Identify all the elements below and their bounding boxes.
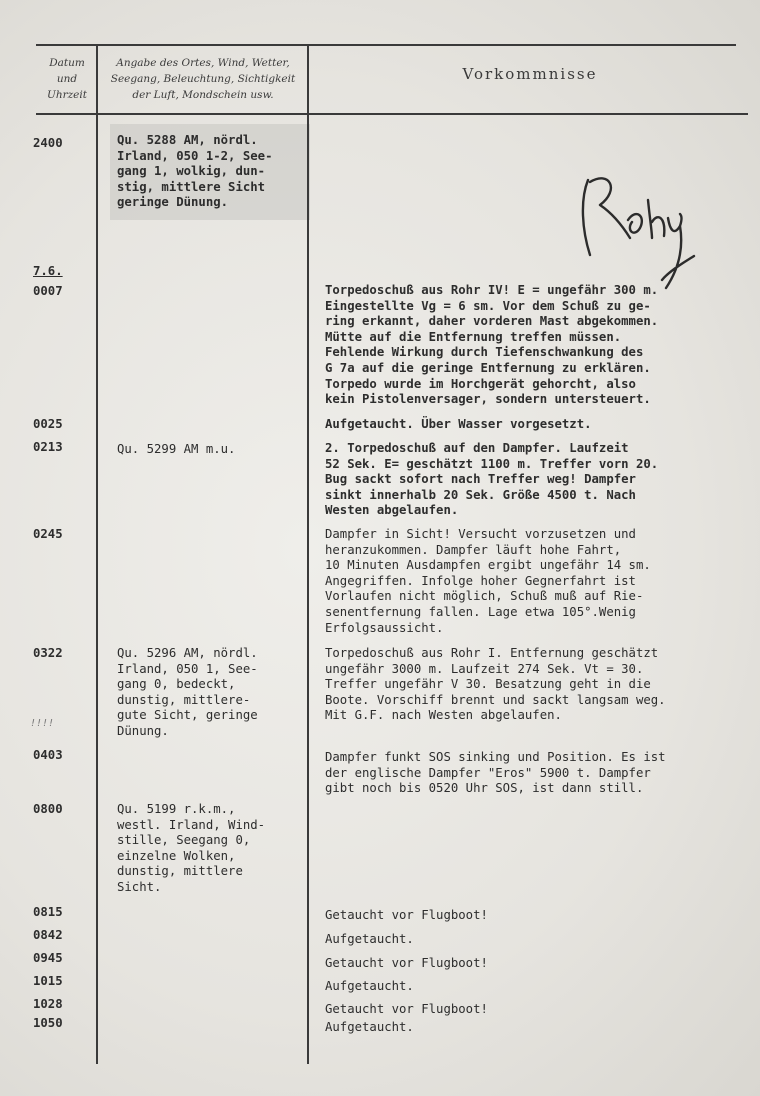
header-bottom-rule (36, 113, 748, 115)
top-rule (36, 44, 736, 46)
location-0322: Qu. 5296 AM, nördl. Irland, 050 1, See- gang 0, bedeckt, dunstig, mittlere- gute Sicht, geringe Dünung. (117, 646, 258, 738)
event-0403: Dampfer funkt SOS sinking und Position. Es ist der englische Dampfer "Eros" 5900 t. Dampfer gibt noch bis 0520 Uhr SOS, ist dann still. (325, 750, 666, 796)
time-1015: 1015 (33, 974, 63, 988)
event-1015: Aufgetaucht. (325, 979, 414, 993)
header-events: Vorkommnisse (462, 65, 598, 83)
header-location (100, 55, 306, 103)
time-0945: 0945 (33, 951, 63, 965)
time-0403: 0403 (33, 748, 63, 762)
event-1028: Getaucht vor Flugboot! (325, 1002, 488, 1016)
time-0800: 0800 (33, 802, 63, 816)
time-2400: 2400 (33, 136, 63, 150)
time-0007: 0007 (33, 284, 63, 298)
handwritten-signature (570, 160, 710, 300)
event-0945: Getaucht vor Flugboot! (325, 956, 488, 970)
header-col2-line3: der Luft, Mondschein usw. (132, 89, 274, 101)
margin-mark: !!!! (30, 718, 55, 729)
location-0213: Qu. 5299 AM m.u. (117, 442, 236, 456)
event-0025: Aufgetaucht. Über Wasser vorgesetzt. (325, 417, 592, 431)
header-col1-line1: Datum (49, 57, 85, 69)
event-1050: Aufgetaucht. (325, 1020, 414, 1034)
header-col2-line1: Angabe des Ortes, Wind, Wetter, (116, 57, 290, 69)
location-2400: Qu. 5288 AM, nördl. Irland, 050 1-2, See- gang 1, wolkig, dun- stig, mittlere Sicht geringe Dünung. (117, 133, 273, 210)
header-col1-line2: und (56, 73, 78, 85)
column-divider-1 (96, 44, 98, 1064)
event-0322: Torpedoschuß aus Rohr I. Entfernung geschätzt ungefähr 3000 m. Laufzeit 274 Sek. Vt = 30. Treffer ungefähr V 30. Besatzung geht in die Boote. Vorschiff brennt und sackt langsam weg. Mit G.F. nach Westen abgelaufen. (325, 646, 666, 723)
time-1050: 1050 (33, 1016, 63, 1030)
event-0815: Getaucht vor Flugboot! (325, 908, 488, 922)
header-col1-line3: Uhrzeit (47, 89, 87, 101)
date-7-6: 7.6. (33, 264, 63, 278)
header-col2-line2: Seegang, Beleuchtung, Sichtigkeit (110, 73, 296, 85)
time-0213: 0213 (33, 440, 63, 454)
event-0007: Torpedoschuß aus Rohr IV! E = ungefähr 300 m. Eingestellte Vg = 6 sm. Vor dem Schuß zu ge- ring erkannt, daher vorderen Mast abgekommen. Mütte auf die Entfernung treffen müssen. Fehlende Wirkung durch Tiefenschwankung des G 7a auf die geringe Entfernung zu erklären. Torpedo wurde im Horchgerät gehorcht, also kein Pistolenversager, sondern untersteuert. (325, 283, 659, 407)
time-1028: 1028 (33, 997, 63, 1011)
column-divider-2 (307, 44, 309, 1064)
time-0245: 0245 (33, 527, 63, 541)
header-date-time (38, 55, 96, 103)
event-0245: Dampfer in Sicht! Versucht vorzusetzen und heranzukommen. Dampfer läuft hohe Fahrt, 10 Minuten Ausdampfen ergibt ungefähr 14 sm. Angegriffen. Infolge hoher Gegnerfahrt ist Vorlaufen nicht möglich, Schuß muß auf Rie- senentfernung fallen. Lage etwa 105°.Wenig Erfolgsaussicht. (325, 527, 651, 635)
time-0025: 0025 (33, 417, 63, 431)
event-0842: Aufgetaucht. (325, 932, 414, 946)
time-0322: 0322 (33, 646, 63, 660)
time-0842: 0842 (33, 928, 63, 942)
time-0815: 0815 (33, 905, 63, 919)
location-0800: Qu. 5199 r.k.m., westl. Irland, Wind- stille, Seegang 0, einzelne Wolken, dunstig, mittlere Sicht. (117, 802, 266, 894)
event-0213: 2. Torpedoschuß auf den Dampfer. Laufzeit 52 Sek. E= geschätzt 1100 m. Treffer vorn 20. Bug sackt sofort nach Treffer weg! Dampfer sinkt innerhalb 20 Sek. Größe 4500 t. Nach Westen abgelaufen. (325, 441, 659, 518)
